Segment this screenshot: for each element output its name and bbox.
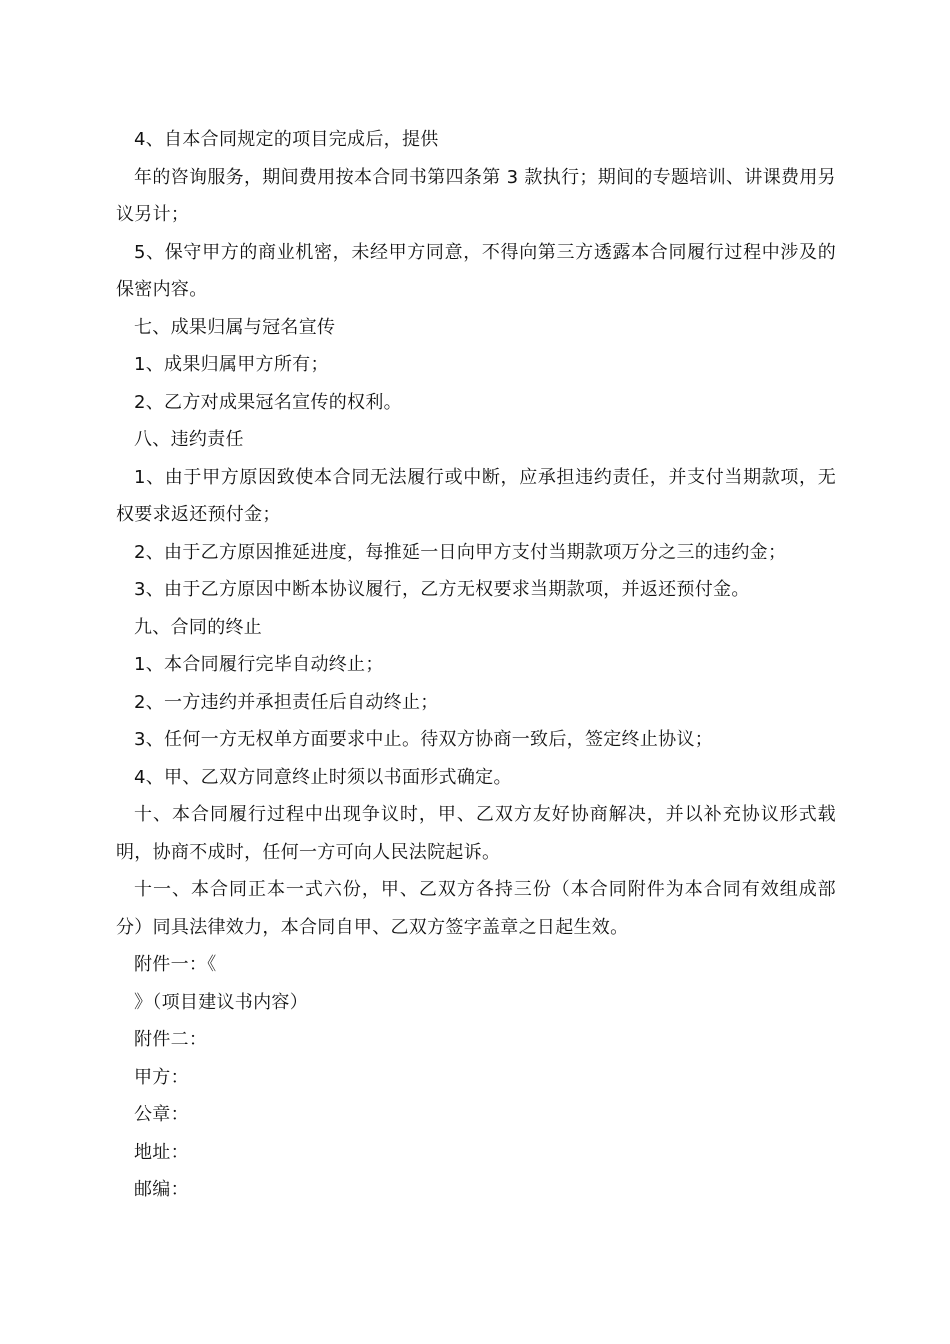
clause-6-4: 4、自本合同规定的项目完成后，提供 xyxy=(134,129,439,150)
clause-7-1: 1、成果归属甲方所有； xyxy=(134,354,329,375)
document-body xyxy=(116,121,836,1209)
clause-8-2: 2、由于乙方原因推延进度，每推延一日向甲方支付当期款项万分之三的违约金； xyxy=(134,541,787,563)
section-8-heading: 八、违约责任 xyxy=(134,429,244,450)
party-a-label: 甲方： xyxy=(134,1066,189,1088)
postcode-label: 邮编： xyxy=(134,1179,189,1200)
address-label: 地址： xyxy=(134,1141,189,1163)
clause-8-3: 3、由于乙方原因中断本协议履行，乙方无权要求当期款项，并返还预付金。 xyxy=(134,579,750,600)
attachment-2-label: 附件二： xyxy=(134,1029,208,1050)
attachment-1-title: 》（项目建议书内容） xyxy=(134,991,308,1013)
clause-9-2: 2、一方违约并承担责任后自动终止； xyxy=(134,691,439,713)
clause-9-1: 1、本合同履行完毕自动终止； xyxy=(134,654,384,675)
section-7-heading: 七、成果归属与冠名宣传 xyxy=(134,316,336,338)
clause-9-3: 3、任何一方无权单方面要求中止。待双方协商一致后，签定终止协议； xyxy=(134,729,714,750)
clause-8-1: 1、由于甲方原因致使本合同无法履行或中断，应承担违约责任，并支付当期款项，无权要求返还预付金； xyxy=(116,466,836,525)
seal-label: 公章： xyxy=(134,1104,189,1125)
section-10: 十、本合同履行过程中出现争议时，甲、乙双方友好协商解决，并以补充协议形式载明，协商不成时，任何一方可向人民法院起诉。 xyxy=(116,804,836,863)
clause-6-5: 5、保守甲方的商业机密，未经甲方同意，不得向第三方透露本合同履行过程中涉及的保密内容。 xyxy=(116,241,836,300)
attachment-1-label: 附件一：《 xyxy=(134,954,217,975)
clause-9-4: 4、甲、乙双方同意终止时须以书面形式确定。 xyxy=(134,766,512,788)
clause-6-4-continued: 年的咨询服务，期间费用按本合同书第四条第 3 款执行；期间的专题培训、讲课费用另议另计； xyxy=(116,166,836,225)
section-11: 十一、本合同正本一式六份，甲、乙双方各持三份（本合同附件为本合同有效组成部分）同具法律效力，本合同自甲、乙双方签字盖章之日起生效。 xyxy=(116,879,836,938)
section-9-heading: 九、合同的终止 xyxy=(134,616,263,638)
clause-7-2: 2、乙方对成果冠名宣传的权利。 xyxy=(134,391,402,413)
